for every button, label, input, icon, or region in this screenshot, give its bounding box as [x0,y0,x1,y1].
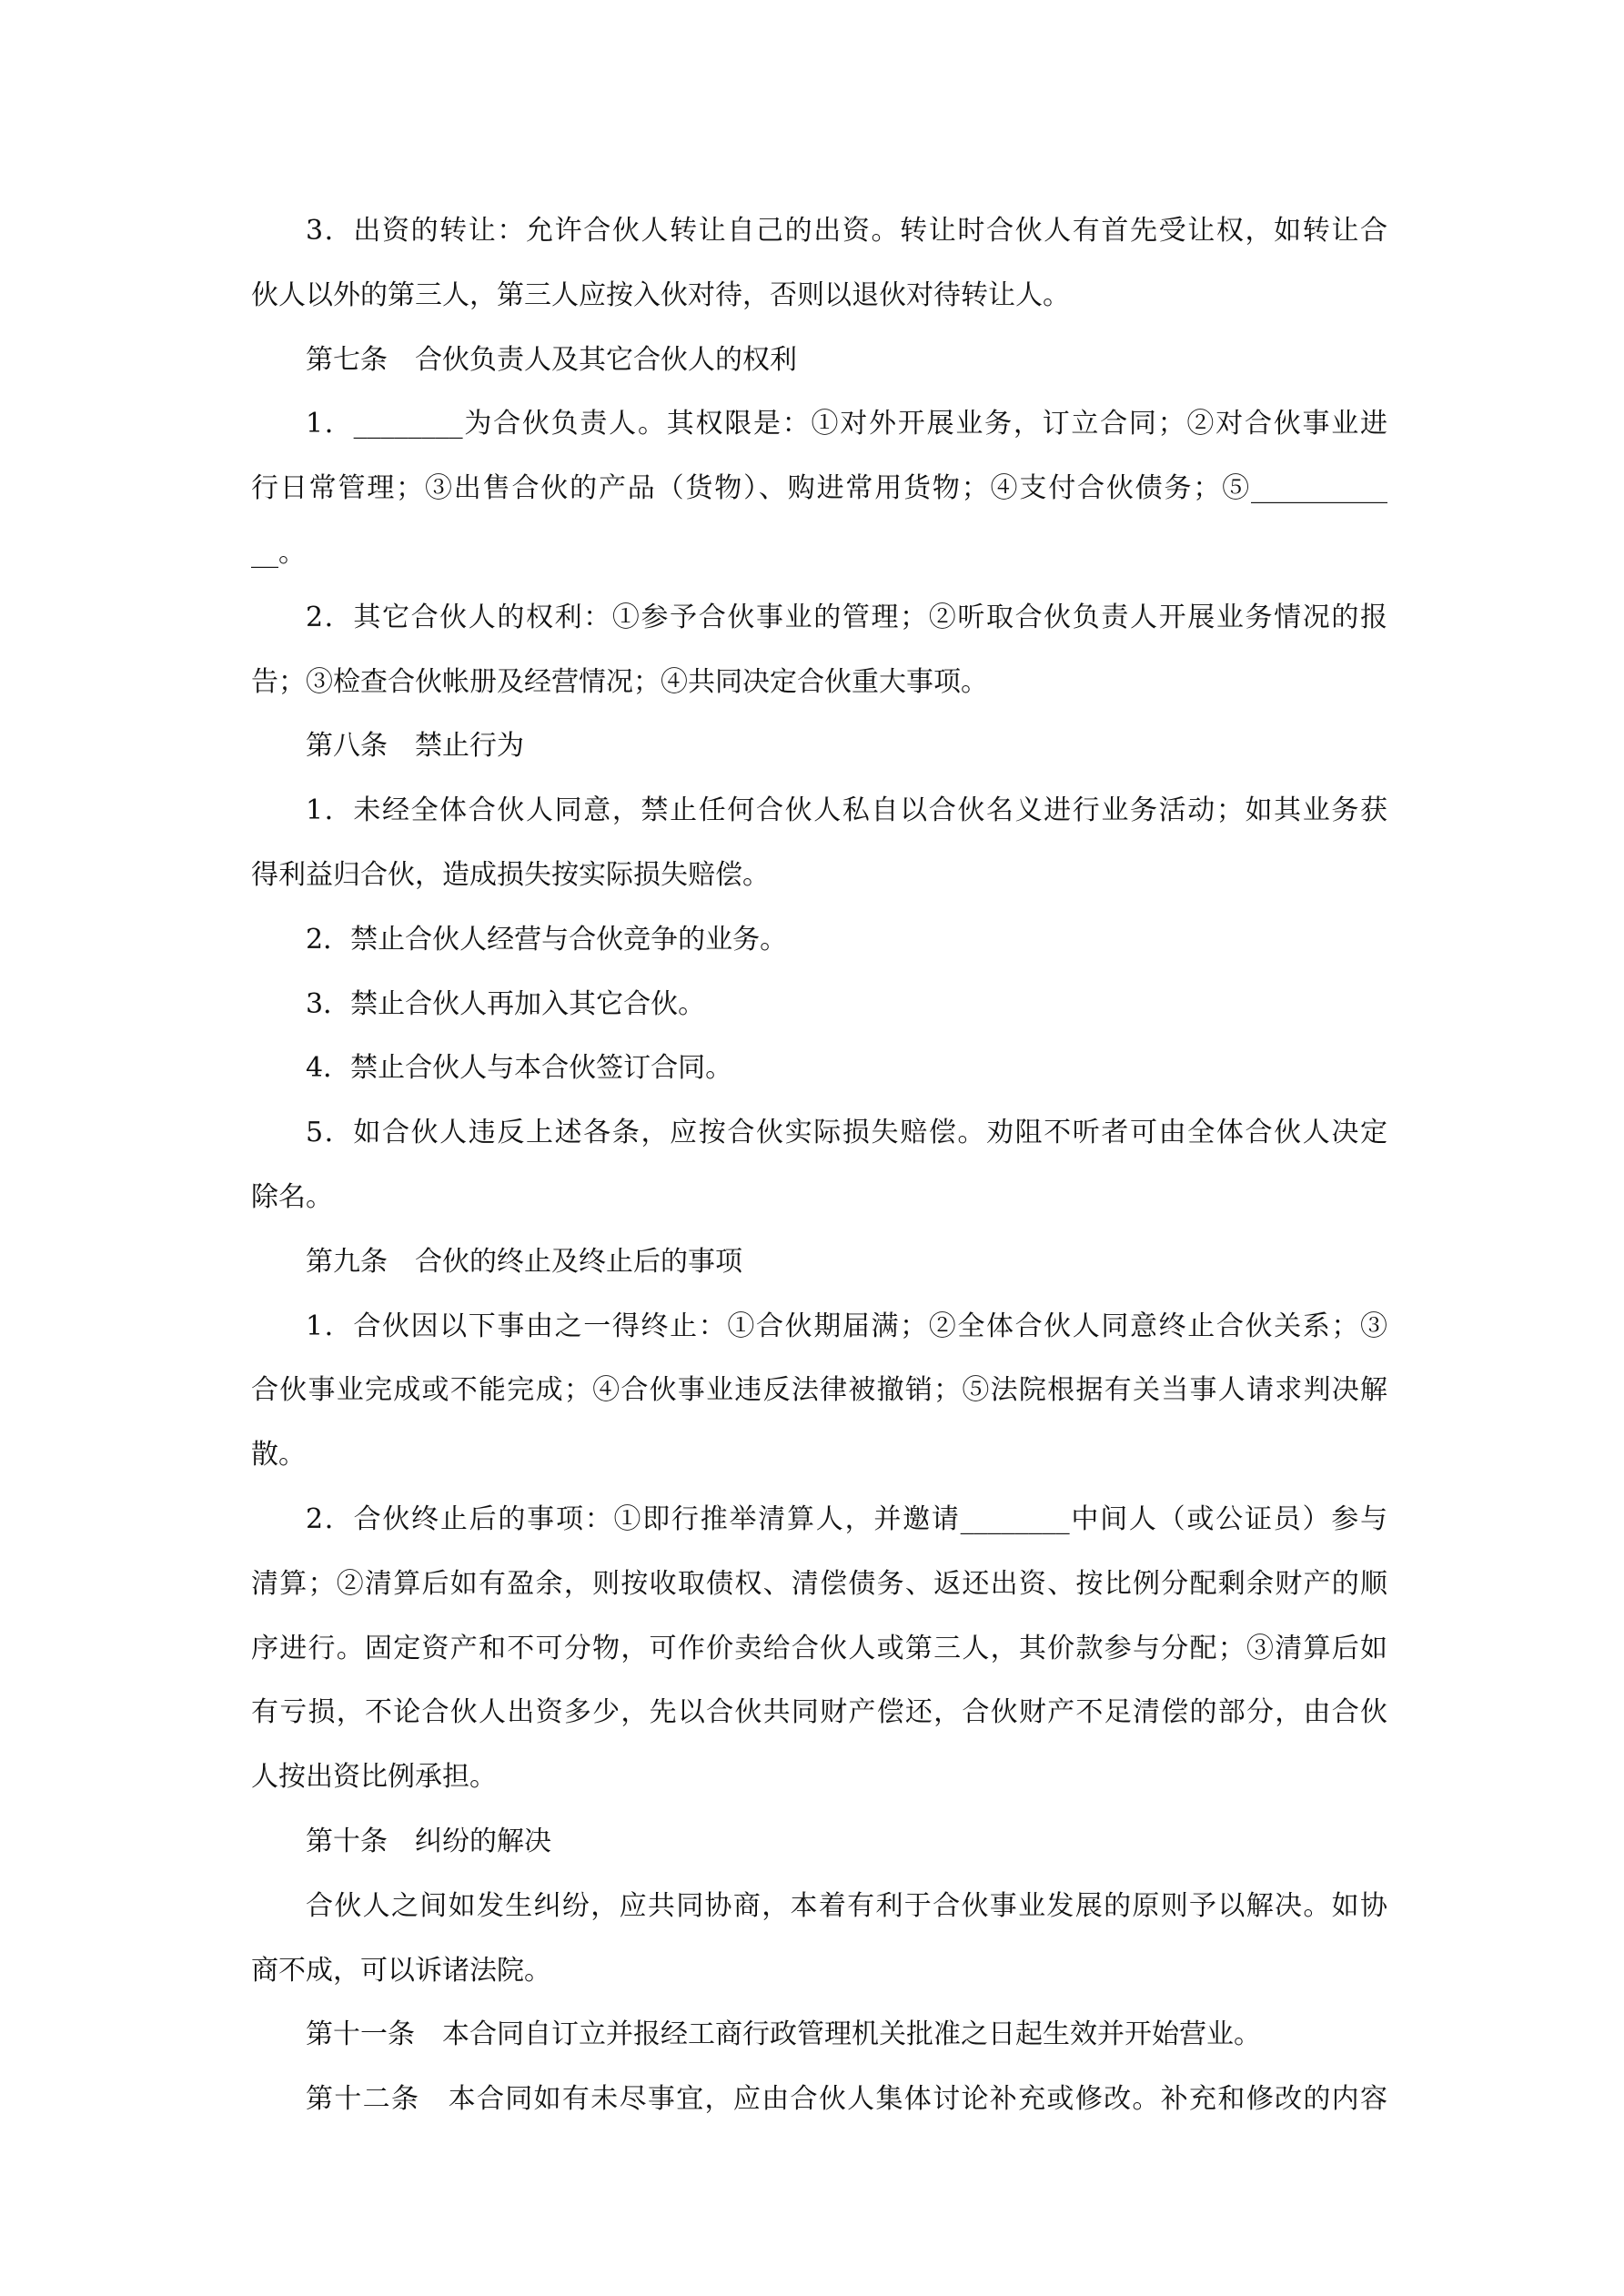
text-line: 告；③检查合伙帐册及经营情况；④共同决定合伙重大事项。 [251,665,988,698]
text-line: 第十一条 本合同自订立并报经工商行政管理机关批准之日起生效并开始营业。 [306,2018,1261,2051]
text-line: 第十二条 本合同如有未尽事宜，应由合伙人集体讨论补充或修改。补充和修改的内容 [306,2083,1387,2116]
text-line: 3．禁止合伙人再加入其它合伙。 [306,987,706,1020]
paragraph [251,2003,1387,2068]
paragraph [251,908,1387,973]
text-line: 2．合伙终止后的事项：①即行推举清算人，并邀请________中间人（或公证员）参与 [306,1502,1387,1535]
paragraph [251,1230,1387,1295]
text-line: 2．禁止合伙人经营与合伙竞争的业务。 [306,923,788,956]
text-line: 得利益归合伙，造成损失按实际损失赔偿。 [251,858,770,891]
text-line: 2．其它合伙人的权利：①参予合伙事业的管理；②听取合伙负责人开展业务情况的报 [306,601,1387,633]
paragraph [251,392,1387,585]
paragraph [251,779,1387,908]
text-line: 3．出资的转让：允许合伙人转让自己的出资。转让时合伙人有首先受让权，如转让合 [306,215,1387,247]
text-line: 5．如合伙人违反上述各条，应按合伙实际损失赔偿。劝阻不听者可由全体合伙人决定 [306,1117,1387,1149]
paragraph [251,1488,1387,1810]
text-line: 合伙事业完成或不能完成；④合伙事业违反法律被撤销；⑤法院根据有关当事人请求判决解 [251,1374,1387,1407]
document-page [251,199,1387,2132]
text-line: 行日常管理；③出售合伙的产品（货物）、购进常用货物；④支付合伙债务；⑤__________ [251,472,1387,505]
paragraph [251,2068,1387,2132]
paragraph [251,1875,1387,2004]
text-line: __。 [251,536,306,569]
text-line: 清算；②清算后如有盈余，则按收取债权、清偿债务、返还出资、按比例分配剩余财产的顺 [251,1567,1387,1600]
text-line: 散。 [251,1439,306,1472]
text-line: 第九条 合伙的终止及终止后的事项 [306,1245,742,1278]
paragraph [251,1810,1387,1875]
paragraph [251,973,1387,1037]
text-line: 1．未经全体合伙人同意，禁止任何合伙人私自以合伙名义进行业务活动；如其业务获 [306,794,1387,827]
paragraph [251,1101,1387,1230]
paragraph [251,199,1387,329]
text-line: 人按出资比例承担。 [251,1761,497,1794]
text-line: 序进行。固定资产和不可分物，可作价卖给合伙人或第三人，其价款参与分配；③清算后如 [251,1632,1387,1664]
text-line: 第七条 合伙负责人及其它合伙人的权利 [306,343,797,376]
text-line: 第八条 禁止行为 [306,730,524,763]
text-line: 第十条 纠纷的解决 [306,1825,551,1857]
text-line: 合伙人之间如发生纠纷，应共同协商，本着有利于合伙事业发展的原则予以解决。如协 [306,1889,1387,1922]
text-line: 除名。 [251,1180,333,1213]
text-line: 商不成，可以诉诸法院。 [251,1954,551,1987]
paragraph [251,1037,1387,1101]
text-line: 伙人以外的第三人，第三人应按入伙对待，否则以退伙对待转让人。 [251,278,1070,311]
text-line: 有亏损，不论合伙人出资多少，先以合伙共同财产偿还，合伙财产不足清偿的部分，由合伙 [251,1696,1387,1729]
text-line: 1．________为合伙负责人。其权限是：①对外开展业务，订立合同；②对合伙事业进 [306,408,1387,440]
paragraph [251,586,1387,715]
text-line: 4．禁止合伙人与本合伙签订合同。 [306,1052,733,1085]
text-line: 1．合伙因以下事由之一得终止：①合伙期届满；②全体合伙人同意终止合伙关系；③ [306,1310,1387,1342]
paragraph [251,1295,1387,1488]
paragraph [251,714,1387,779]
paragraph [251,329,1387,393]
